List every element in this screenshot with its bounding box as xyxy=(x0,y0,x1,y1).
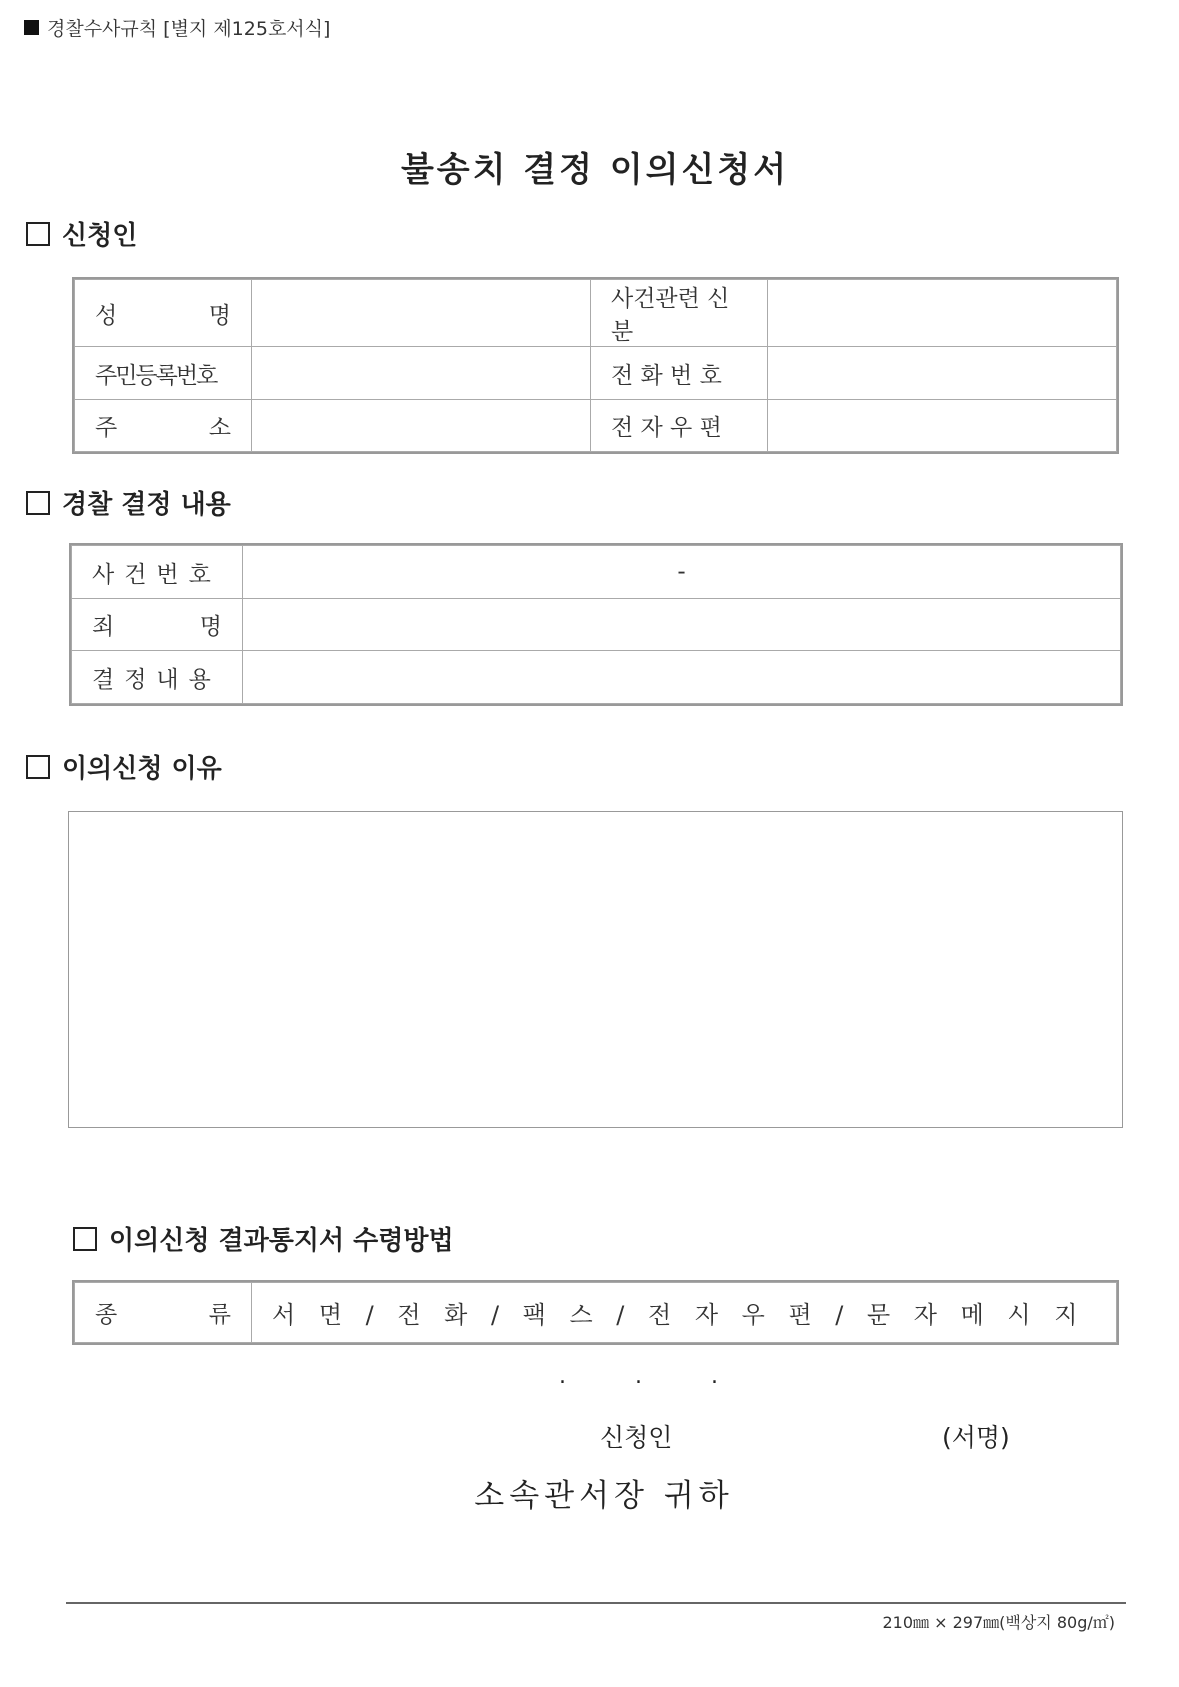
paper-spec: 210㎜ × 297㎜(백상지 80g/㎡) xyxy=(882,1613,1115,1632)
footer-divider xyxy=(66,1602,1126,1604)
label-email: 전 자 우 편 xyxy=(591,400,768,452)
addressee: 소속관서장 귀하 xyxy=(474,1478,734,1514)
resident-number-field[interactable] xyxy=(252,347,591,400)
applicant-sign-label: 신청인 xyxy=(600,1423,673,1452)
section-decision-heading xyxy=(26,484,231,521)
section-applicant-heading xyxy=(26,215,137,252)
decision-field[interactable] xyxy=(243,651,1121,704)
applicant-table xyxy=(74,279,1117,452)
table-row xyxy=(72,599,1121,651)
date-year-dot: . xyxy=(559,1364,566,1389)
label-resident-number: 주민등록번호 xyxy=(75,347,252,400)
label-phone: 전 화 번 호 xyxy=(591,347,768,400)
label-case-role: 사건관련 신분 xyxy=(591,280,768,347)
label-type: 종 류 xyxy=(75,1283,252,1343)
label-case-number: 사건번호 xyxy=(72,546,243,599)
table-row xyxy=(72,546,1121,599)
section-receipt-heading xyxy=(73,1220,454,1257)
table-row xyxy=(75,1283,1117,1343)
email-field[interactable] xyxy=(768,400,1117,452)
receipt-options[interactable]: 서 면 / 전 화 / 팩 스 / 전 자 우 편 / 문 자 메 시 지 xyxy=(252,1283,1117,1343)
checkbox-icon xyxy=(73,1227,97,1251)
label-decision: 결정내용 xyxy=(72,651,243,704)
name-field[interactable] xyxy=(252,280,591,347)
table-row xyxy=(72,651,1121,704)
section-title: 이의신청 이유 xyxy=(62,754,222,784)
form-reference-text: 경찰수사규칙 [별지 제125호서식] xyxy=(47,18,331,40)
page-title: 불송치 결정 이의신청서 xyxy=(400,150,790,190)
label-name: 성 명 xyxy=(75,280,252,347)
label-charge: 죄 명 xyxy=(72,599,243,651)
checkbox-icon xyxy=(26,222,50,246)
reason-textarea[interactable] xyxy=(68,811,1123,1128)
phone-field[interactable] xyxy=(768,347,1117,400)
date-month-dot: . xyxy=(635,1364,642,1389)
label-address: 주 소 xyxy=(75,400,252,452)
case-number-field[interactable]: - xyxy=(243,546,1121,599)
table-row xyxy=(75,347,1117,400)
charge-field[interactable] xyxy=(243,599,1121,651)
section-title: 경찰 결정 내용 xyxy=(62,490,231,520)
table-row xyxy=(75,280,1117,347)
form-reference xyxy=(24,14,330,41)
date-day-dot: . xyxy=(711,1364,718,1389)
section-title: 신청인 xyxy=(62,221,138,251)
section-title: 이의신청 결과통지서 수령방법 xyxy=(109,1226,454,1256)
decision-table xyxy=(71,545,1121,704)
checkbox-icon xyxy=(26,491,50,515)
checkbox-icon xyxy=(26,755,50,779)
case-role-field[interactable] xyxy=(768,280,1117,347)
table-row xyxy=(75,400,1117,452)
signature-field[interactable]: (서명) xyxy=(942,1423,1010,1452)
address-field[interactable] xyxy=(252,400,591,452)
section-reason-heading xyxy=(26,748,222,785)
black-square-icon xyxy=(24,20,39,35)
receipt-table xyxy=(74,1282,1117,1343)
